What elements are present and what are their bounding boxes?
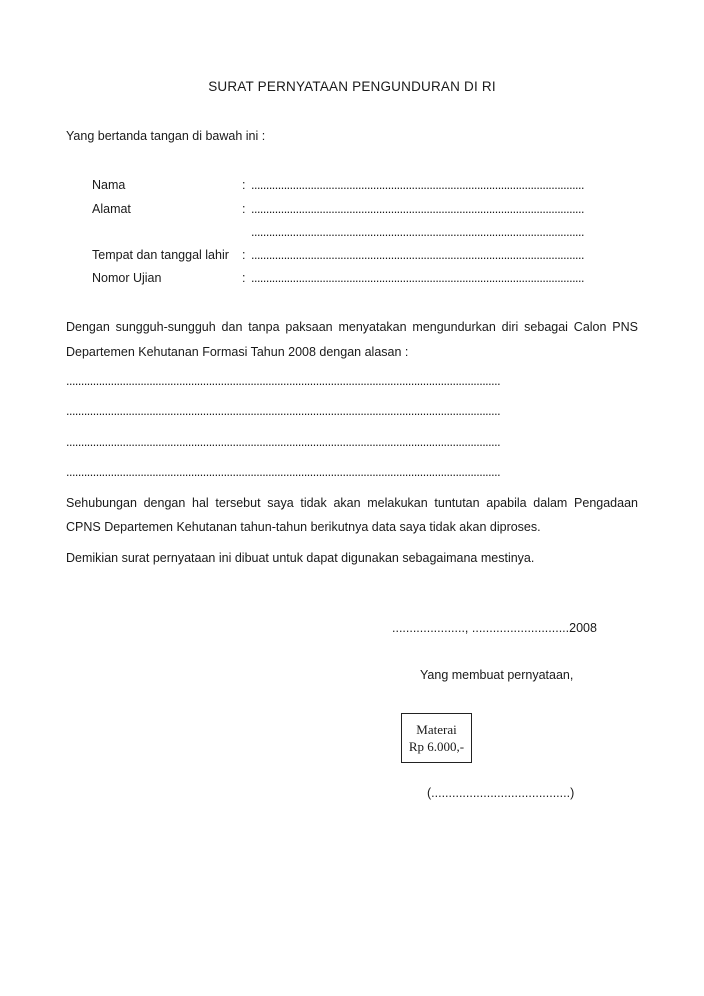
field-colon-tempat-tanggal-lahir: :: [242, 248, 246, 262]
field-blank-tempat-tanggal-lahir[interactable]: ................................................................................................................: [251, 248, 584, 262]
stamp-label: Materai: [416, 722, 457, 737]
page-title: SURAT PERNYATAAN PENGUNDURAN DI RI: [208, 79, 496, 94]
field-label-tempat-tanggal-lahir: Tempat dan tanggal lahir: [92, 248, 229, 262]
statement-line-1: Dengan sungguh-sungguh dan tanpa paksaan menyatakan mengundurkan diri sebagai Calon PNS: [66, 320, 638, 334]
reason-line[interactable]: ..................................................................................................................................................: [66, 435, 501, 449]
statement-line-2: Departemen Kehutanan Formasi Tahun 2008 dengan alasan :: [66, 345, 409, 359]
reason-line[interactable]: ..................................................................................................................................................: [66, 404, 501, 418]
field-blank-alamat-continued[interactable]: ................................................................................................................: [251, 225, 584, 239]
consequence-line-2: CPNS Departemen Kehutanan tahun-tahun berikutnya data saya tidak akan diproses.: [66, 520, 541, 534]
field-colon-alamat: :: [242, 202, 246, 216]
field-colon-nama: :: [242, 178, 246, 192]
field-label-alamat: Alamat: [92, 202, 131, 216]
consequence-line-1: Sehubungan dengan hal tersebut saya tidak akan melakukan tuntutan apabila dalam Pengadaan: [66, 496, 638, 510]
signer-label: Yang membuat pernyataan,: [420, 668, 574, 682]
closing-text: Demikian surat pernyataan ini dibuat untuk dapat digunakan sebagaimana mestinya.: [66, 551, 535, 565]
intro-text: Yang bertanda tangan di bawah ini :: [66, 129, 266, 143]
date-line[interactable]: ....................., ............................2008: [392, 621, 597, 635]
field-label-nomor-ujian: Nomor Ujian: [92, 271, 162, 285]
materai-stamp-box: [401, 713, 472, 763]
reason-line[interactable]: ..................................................................................................................................................: [66, 374, 501, 388]
field-blank-nama[interactable]: ................................................................................................................: [251, 178, 584, 192]
field-colon-nomor-ujian: :: [242, 271, 246, 285]
signature-blank[interactable]: (........................................): [427, 786, 575, 800]
field-blank-alamat[interactable]: ................................................................................................................: [251, 202, 584, 216]
reason-line[interactable]: ..................................................................................................................................................: [66, 465, 501, 479]
stamp-amount: Rp 6.000,-: [408, 739, 465, 754]
field-blank-nomor-ujian[interactable]: ................................................................................................................: [251, 271, 584, 285]
field-label-nama: Nama: [92, 178, 126, 192]
